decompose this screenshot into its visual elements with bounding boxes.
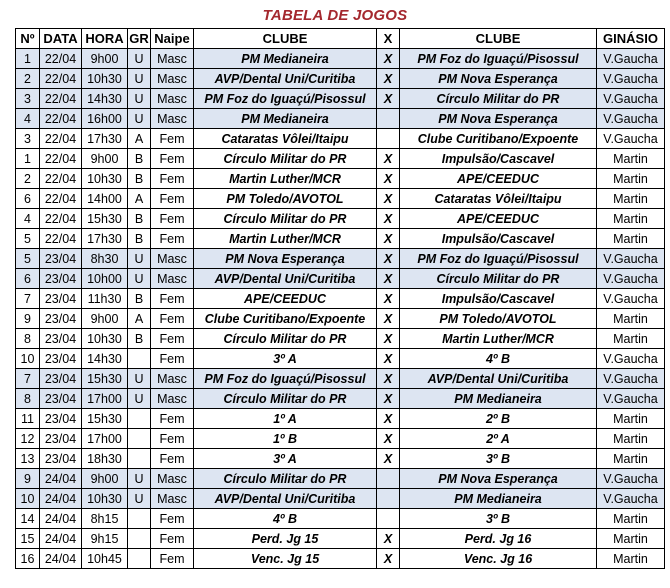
cell-gender: Fem <box>151 429 194 449</box>
table-row <box>16 189 665 209</box>
cell-versus: X <box>377 269 400 289</box>
cell-versus <box>377 469 400 489</box>
cell-gym: V.Gaucha <box>597 249 665 269</box>
cell-group <box>128 529 151 549</box>
games-table <box>15 28 665 569</box>
cell-club-away: AVP/Dental Uni/Curitiba <box>400 369 597 389</box>
cell-date: 22/04 <box>40 169 82 189</box>
table-row <box>16 429 665 449</box>
header-club-home: CLUBE <box>194 29 377 49</box>
cell-club-home: 3º A <box>194 449 377 469</box>
cell-versus: X <box>377 49 400 69</box>
cell-gender: Masc <box>151 69 194 89</box>
cell-number: 6 <box>16 189 40 209</box>
cell-gender: Masc <box>151 49 194 69</box>
cell-gym: Martin <box>597 189 665 209</box>
cell-gender: Fem <box>151 509 194 529</box>
cell-group: B <box>128 329 151 349</box>
table-row <box>16 469 665 489</box>
cell-time: 17h30 <box>82 129 128 149</box>
table-row <box>16 509 665 529</box>
cell-versus: X <box>377 289 400 309</box>
cell-versus <box>377 129 400 149</box>
cell-versus: X <box>377 409 400 429</box>
cell-versus <box>377 109 400 129</box>
cell-versus: X <box>377 229 400 249</box>
cell-time: 14h30 <box>82 89 128 109</box>
cell-group: U <box>128 469 151 489</box>
cell-number: 7 <box>16 369 40 389</box>
table-row <box>16 549 665 569</box>
cell-gym: V.Gaucha <box>597 289 665 309</box>
header-gym: GINÁSIO <box>597 29 665 49</box>
cell-versus: X <box>377 89 400 109</box>
cell-club-away: PM Foz do Iguaçú/Pisossul <box>400 49 597 69</box>
table-row <box>16 49 665 69</box>
cell-group: U <box>128 269 151 289</box>
cell-club-home: 4º B <box>194 509 377 529</box>
cell-date: 23/04 <box>40 289 82 309</box>
table-row <box>16 329 665 349</box>
cell-gender: Fem <box>151 329 194 349</box>
cell-number: 9 <box>16 309 40 329</box>
cell-gym: Martin <box>597 149 665 169</box>
cell-group <box>128 449 151 469</box>
cell-date: 22/04 <box>40 209 82 229</box>
cell-number: 16 <box>16 549 40 569</box>
cell-club-away: Cataratas Vôlei/Itaipu <box>400 189 597 209</box>
cell-group <box>128 429 151 449</box>
cell-time: 9h15 <box>82 529 128 549</box>
cell-club-home: PM Toledo/AVOTOL <box>194 189 377 209</box>
cell-group <box>128 349 151 369</box>
cell-gym: V.Gaucha <box>597 89 665 109</box>
cell-gender: Fem <box>151 309 194 329</box>
table-row <box>16 229 665 249</box>
table-row <box>16 369 665 389</box>
cell-club-away: PM Foz do Iguaçú/Pisossul <box>400 249 597 269</box>
cell-date: 22/04 <box>40 229 82 249</box>
cell-gym: V.Gaucha <box>597 489 665 509</box>
cell-gym: Martin <box>597 529 665 549</box>
cell-versus: X <box>377 549 400 569</box>
cell-group: A <box>128 129 151 149</box>
cell-club-home: PM Foz do Iguaçú/Pisossul <box>194 369 377 389</box>
cell-date: 24/04 <box>40 489 82 509</box>
cell-club-away: APE/CEEDUC <box>400 169 597 189</box>
cell-club-home: Perd. Jg 15 <box>194 529 377 549</box>
cell-gym: V.Gaucha <box>597 349 665 369</box>
table-row <box>16 489 665 509</box>
cell-date: 23/04 <box>40 349 82 369</box>
cell-versus: X <box>377 429 400 449</box>
table-header-row <box>16 29 665 49</box>
cell-versus: X <box>377 449 400 469</box>
cell-date: 23/04 <box>40 309 82 329</box>
cell-date: 24/04 <box>40 549 82 569</box>
header-gender: Naipe <box>151 29 194 49</box>
cell-number: 7 <box>16 289 40 309</box>
cell-versus: X <box>377 149 400 169</box>
cell-time: 18h30 <box>82 449 128 469</box>
cell-number: 5 <box>16 229 40 249</box>
table-row <box>16 129 665 149</box>
cell-gym: V.Gaucha <box>597 269 665 289</box>
cell-time: 8h15 <box>82 509 128 529</box>
cell-time: 14h30 <box>82 349 128 369</box>
cell-gender: Masc <box>151 369 194 389</box>
cell-gender: Fem <box>151 189 194 209</box>
cell-gender: Masc <box>151 489 194 509</box>
cell-gender: Masc <box>151 269 194 289</box>
cell-time: 9h00 <box>82 149 128 169</box>
cell-versus: X <box>377 349 400 369</box>
cell-club-home: Círculo Militar do PR <box>194 389 377 409</box>
cell-versus: X <box>377 529 400 549</box>
table-row <box>16 169 665 189</box>
cell-group: U <box>128 89 151 109</box>
cell-gender: Fem <box>151 229 194 249</box>
cell-date: 24/04 <box>40 469 82 489</box>
cell-number: 5 <box>16 249 40 269</box>
cell-gym: V.Gaucha <box>597 49 665 69</box>
cell-number: 13 <box>16 449 40 469</box>
cell-group <box>128 409 151 429</box>
cell-gym: V.Gaucha <box>597 129 665 149</box>
cell-number: 8 <box>16 329 40 349</box>
table-row <box>16 149 665 169</box>
cell-group: B <box>128 209 151 229</box>
cell-time: 9h00 <box>82 49 128 69</box>
cell-versus: X <box>377 189 400 209</box>
cell-time: 15h30 <box>82 369 128 389</box>
cell-versus: X <box>377 309 400 329</box>
cell-versus: X <box>377 169 400 189</box>
cell-time: 9h00 <box>82 469 128 489</box>
cell-date: 23/04 <box>40 369 82 389</box>
cell-time: 17h00 <box>82 389 128 409</box>
cell-club-home: AVP/Dental Uni/Curitiba <box>194 269 377 289</box>
cell-group: U <box>128 49 151 69</box>
cell-group: U <box>128 369 151 389</box>
cell-club-away: 2º B <box>400 409 597 429</box>
cell-gym: V.Gaucha <box>597 369 665 389</box>
cell-number: 4 <box>16 209 40 229</box>
cell-number: 1 <box>16 49 40 69</box>
cell-gender: Fem <box>151 289 194 309</box>
cell-club-away: Círculo Militar do PR <box>400 89 597 109</box>
cell-time: 10h00 <box>82 269 128 289</box>
cell-date: 22/04 <box>40 129 82 149</box>
cell-gym: V.Gaucha <box>597 469 665 489</box>
cell-group: U <box>128 389 151 409</box>
cell-club-away: APE/CEEDUC <box>400 209 597 229</box>
cell-number: 2 <box>16 169 40 189</box>
cell-group: B <box>128 149 151 169</box>
cell-gym: Martin <box>597 309 665 329</box>
cell-club-home: Círculo Militar do PR <box>194 469 377 489</box>
cell-club-home: PM Nova Esperança <box>194 249 377 269</box>
cell-time: 10h45 <box>82 549 128 569</box>
cell-number: 14 <box>16 509 40 529</box>
cell-club-home: Cataratas Vôlei/Itaipu <box>194 129 377 149</box>
cell-gym: Martin <box>597 429 665 449</box>
cell-club-away: PM Nova Esperança <box>400 69 597 89</box>
cell-club-home: Venc. Jg 15 <box>194 549 377 569</box>
cell-club-home: APE/CEEDUC <box>194 289 377 309</box>
cell-gender: Fem <box>151 209 194 229</box>
cell-gender: Fem <box>151 529 194 549</box>
cell-time: 10h30 <box>82 169 128 189</box>
cell-club-home: Círculo Militar do PR <box>194 149 377 169</box>
cell-club-away: Martin Luther/MCR <box>400 329 597 349</box>
cell-gym: V.Gaucha <box>597 69 665 89</box>
cell-gender: Masc <box>151 109 194 129</box>
cell-club-home: PM Medianeira <box>194 49 377 69</box>
cell-versus: X <box>377 369 400 389</box>
cell-club-away: Impulsão/Cascavel <box>400 149 597 169</box>
cell-versus: X <box>377 249 400 269</box>
cell-club-home: Círculo Militar do PR <box>194 329 377 349</box>
cell-club-away: Impulsão/Cascavel <box>400 229 597 249</box>
cell-date: 22/04 <box>40 69 82 89</box>
header-versus: X <box>377 29 400 49</box>
cell-gym: Martin <box>597 549 665 569</box>
cell-time: 15h30 <box>82 209 128 229</box>
cell-club-away: Círculo Militar do PR <box>400 269 597 289</box>
cell-time: 17h30 <box>82 229 128 249</box>
cell-gender: Fem <box>151 349 194 369</box>
page-title: TABELA DE JOGOS <box>262 7 408 24</box>
cell-date: 24/04 <box>40 529 82 549</box>
cell-group: A <box>128 309 151 329</box>
cell-gender: Masc <box>151 469 194 489</box>
cell-club-away: Impulsão/Cascavel <box>400 289 597 309</box>
cell-number: 12 <box>16 429 40 449</box>
cell-club-home: 1º A <box>194 409 377 429</box>
table-row <box>16 529 665 549</box>
table-row <box>16 289 665 309</box>
cell-club-away: Clube Curitibano/Expoente <box>400 129 597 149</box>
cell-club-home: Martin Luther/MCR <box>194 169 377 189</box>
cell-group: U <box>128 489 151 509</box>
table-row <box>16 109 665 129</box>
cell-group: U <box>128 69 151 89</box>
cell-gender: Fem <box>151 449 194 469</box>
table-row <box>16 449 665 469</box>
cell-gender: Masc <box>151 389 194 409</box>
cell-date: 22/04 <box>40 49 82 69</box>
cell-group: B <box>128 229 151 249</box>
cell-club-away: Venc. Jg 16 <box>400 549 597 569</box>
cell-number: 9 <box>16 469 40 489</box>
table-row <box>16 89 665 109</box>
cell-number: 3 <box>16 129 40 149</box>
cell-date: 23/04 <box>40 429 82 449</box>
cell-date: 23/04 <box>40 409 82 429</box>
cell-gender: Fem <box>151 169 194 189</box>
cell-gym: V.Gaucha <box>597 109 665 129</box>
cell-club-away: 2º A <box>400 429 597 449</box>
cell-date: 22/04 <box>40 149 82 169</box>
cell-number: 8 <box>16 389 40 409</box>
cell-club-away: Perd. Jg 16 <box>400 529 597 549</box>
cell-number: 6 <box>16 269 40 289</box>
cell-group <box>128 549 151 569</box>
cell-number: 15 <box>16 529 40 549</box>
table-row <box>16 309 665 329</box>
cell-club-home: AVP/Dental Uni/Curitiba <box>194 489 377 509</box>
cell-versus <box>377 509 400 529</box>
cell-club-home: PM Foz do Iguaçú/Pisossul <box>194 89 377 109</box>
header-club-away: CLUBE <box>400 29 597 49</box>
cell-number: 10 <box>16 349 40 369</box>
cell-club-home: PM Medianeira <box>194 109 377 129</box>
cell-number: 10 <box>16 489 40 509</box>
cell-club-away: PM Nova Esperança <box>400 109 597 129</box>
header-date: DATA <box>40 29 82 49</box>
cell-group: B <box>128 169 151 189</box>
cell-club-away: 3º B <box>400 509 597 529</box>
cell-gym: Martin <box>597 169 665 189</box>
cell-gym: Martin <box>597 329 665 349</box>
header-time: HORA <box>82 29 128 49</box>
cell-time: 8h30 <box>82 249 128 269</box>
cell-time: 17h00 <box>82 429 128 449</box>
cell-number: 4 <box>16 109 40 129</box>
table-row <box>16 209 665 229</box>
cell-gym: Martin <box>597 229 665 249</box>
cell-time: 15h30 <box>82 409 128 429</box>
table-row <box>16 269 665 289</box>
header-number: Nº <box>16 29 40 49</box>
cell-date: 22/04 <box>40 89 82 109</box>
cell-club-away: 3º B <box>400 449 597 469</box>
cell-number: 1 <box>16 149 40 169</box>
cell-versus: X <box>377 329 400 349</box>
table-row <box>16 409 665 429</box>
cell-date: 23/04 <box>40 329 82 349</box>
cell-date: 23/04 <box>40 389 82 409</box>
cell-gender: Fem <box>151 129 194 149</box>
cell-club-home: Clube Curitibano/Expoente <box>194 309 377 329</box>
cell-date: 23/04 <box>40 269 82 289</box>
cell-number: 3 <box>16 89 40 109</box>
header-group: GR <box>128 29 151 49</box>
cell-date: 22/04 <box>40 109 82 129</box>
cell-time: 11h30 <box>82 289 128 309</box>
table-row <box>16 249 665 269</box>
cell-club-away: PM Toledo/AVOTOL <box>400 309 597 329</box>
cell-group <box>128 509 151 529</box>
cell-date: 22/04 <box>40 189 82 209</box>
cell-number: 2 <box>16 69 40 89</box>
cell-time: 10h30 <box>82 69 128 89</box>
cell-club-home: AVP/Dental Uni/Curitiba <box>194 69 377 89</box>
cell-date: 24/04 <box>40 509 82 529</box>
table-row <box>16 349 665 369</box>
cell-group: U <box>128 109 151 129</box>
table-row <box>16 389 665 409</box>
cell-gym: Martin <box>597 409 665 429</box>
cell-club-away: PM Nova Esperança <box>400 469 597 489</box>
table-row <box>16 69 665 89</box>
cell-time: 10h30 <box>82 489 128 509</box>
cell-date: 23/04 <box>40 449 82 469</box>
cell-time: 16h00 <box>82 109 128 129</box>
cell-club-home: Martin Luther/MCR <box>194 229 377 249</box>
cell-group: A <box>128 189 151 209</box>
cell-club-home: 3º A <box>194 349 377 369</box>
cell-versus <box>377 489 400 509</box>
cell-gym: Martin <box>597 509 665 529</box>
cell-gender: Fem <box>151 149 194 169</box>
cell-time: 9h00 <box>82 309 128 329</box>
cell-gender: Fem <box>151 549 194 569</box>
cell-versus: X <box>377 209 400 229</box>
cell-gym: Martin <box>597 449 665 469</box>
cell-time: 10h30 <box>82 329 128 349</box>
cell-number: 11 <box>16 409 40 429</box>
cell-club-home: Círculo Militar do PR <box>194 209 377 229</box>
cell-gender: Fem <box>151 409 194 429</box>
cell-versus: X <box>377 389 400 409</box>
cell-group: B <box>128 289 151 309</box>
cell-group: U <box>128 249 151 269</box>
cell-gender: Masc <box>151 249 194 269</box>
cell-club-home: 1º B <box>194 429 377 449</box>
cell-club-away: PM Medianeira <box>400 489 597 509</box>
cell-date: 23/04 <box>40 249 82 269</box>
cell-club-away: 4º B <box>400 349 597 369</box>
cell-gym: Martin <box>597 209 665 229</box>
cell-gender: Masc <box>151 89 194 109</box>
cell-gym: V.Gaucha <box>597 389 665 409</box>
cell-club-away: PM Medianeira <box>400 389 597 409</box>
cell-versus: X <box>377 69 400 89</box>
cell-time: 14h00 <box>82 189 128 209</box>
